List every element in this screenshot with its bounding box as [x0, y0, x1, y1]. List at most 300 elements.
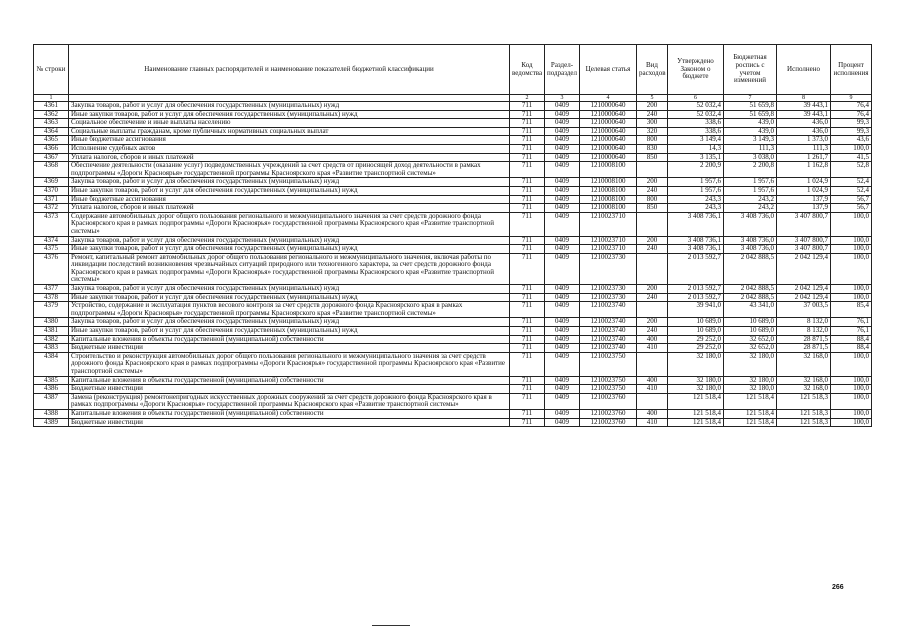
row-roster: 121 518,4 [724, 409, 777, 418]
table-row [34, 204, 872, 213]
col-index: 6 [668, 95, 724, 102]
header-pct: Процент исполнения [831, 45, 872, 95]
row-ved: 711 [510, 327, 545, 336]
row-vr: 400 [637, 335, 668, 344]
row-number: 4378 [34, 293, 69, 302]
table-row [34, 153, 872, 162]
row-approved: 10 689,0 [668, 327, 724, 336]
row-name: Закупка товаров, работ и услуг для обеспечения государственных (муниципальных) нужд [69, 318, 510, 327]
row-ved: 711 [510, 186, 545, 195]
row-done: 436,0 [777, 127, 831, 136]
row-razdel: 0409 [545, 344, 580, 353]
row-approved: 1 957,6 [668, 178, 724, 187]
table-row [34, 376, 872, 385]
row-pct: 52,4 [831, 178, 872, 187]
row-roster: 32 180,0 [724, 376, 777, 385]
row-csr: 1210023750 [580, 376, 637, 385]
column-index-row [34, 95, 872, 102]
table-row [34, 352, 872, 376]
row-roster: 2 042 888,5 [724, 285, 777, 294]
row-ved: 711 [510, 110, 545, 119]
row-name: Устройство, содержание и эксплуатация пунктов весового контроля за счет средств дорожного фонда Красноярского края в рамках подпрограммы «Дороги Красноярья» государственной программы Красноярского края «Развитие транспортной системы» [69, 302, 510, 318]
row-razdel: 0409 [545, 110, 580, 119]
row-vr [637, 302, 668, 318]
table-row [34, 253, 872, 284]
row-approved: 29 252,0 [668, 335, 724, 344]
row-name: Иные закупки товаров, работ и услуг для обеспечения государственных (муниципальных) нужд [69, 293, 510, 302]
col-index: 7 [724, 95, 777, 102]
table-row [34, 102, 872, 111]
row-razdel: 0409 [545, 318, 580, 327]
row-razdel: 0409 [545, 127, 580, 136]
row-number: 4389 [34, 418, 69, 427]
row-razdel: 0409 [545, 418, 580, 427]
row-ved: 711 [510, 102, 545, 111]
table-row [34, 110, 872, 119]
row-done: 39 443,1 [777, 110, 831, 119]
row-razdel: 0409 [545, 376, 580, 385]
row-csr: 1210023710 [580, 245, 637, 254]
row-number: 4385 [34, 376, 69, 385]
row-csr: 1210008100 [580, 178, 637, 187]
row-approved: 32 180,0 [668, 352, 724, 376]
row-vr: 200 [637, 236, 668, 245]
table-row [34, 293, 872, 302]
row-name: Иные бюджетные ассигнования [69, 195, 510, 204]
row-approved: 10 689,0 [668, 318, 724, 327]
row-pct: 100,0 [831, 144, 872, 153]
row-csr: 1210023740 [580, 302, 637, 318]
row-number: 4387 [34, 393, 69, 409]
row-razdel: 0409 [545, 293, 580, 302]
header-vr: Вид расходов [637, 45, 668, 95]
row-ved: 711 [510, 376, 545, 385]
row-done: 32 168,0 [777, 385, 831, 394]
row-vr: 200 [637, 285, 668, 294]
row-done: 32 168,0 [777, 352, 831, 376]
row-csr: 1210023750 [580, 352, 637, 376]
row-vr: 800 [637, 195, 668, 204]
row-csr: 1210000640 [580, 153, 637, 162]
table-row [34, 136, 872, 145]
row-done: 39 443,1 [777, 102, 831, 111]
row-vr: 400 [637, 376, 668, 385]
row-vr: 410 [637, 385, 668, 394]
row-name: Замена (реконструкция) ремонтонепригодных искусственных дорожных сооружений за счет средств дорожного фонда Красноярского края в рамках подпрограммы «Дороги Красноярья» государственной программы Красноярского края «Развитие транспортной системы» [69, 393, 510, 409]
row-done: 1 373,0 [777, 136, 831, 145]
row-pct: 99,3 [831, 119, 872, 128]
row-roster: 1 957,6 [724, 186, 777, 195]
table-row [34, 393, 872, 409]
row-razdel: 0409 [545, 352, 580, 376]
row-approved: 1 957,6 [668, 186, 724, 195]
row-vr [637, 352, 668, 376]
row-name: Бюджетные инвестиции [69, 344, 510, 353]
row-csr: 1210008100 [580, 195, 637, 204]
row-vr [637, 253, 668, 284]
row-razdel: 0409 [545, 178, 580, 187]
row-approved: 243,3 [668, 204, 724, 213]
row-number: 4384 [34, 352, 69, 376]
row-number: 4382 [34, 335, 69, 344]
row-number: 4362 [34, 110, 69, 119]
row-pct: 76,1 [831, 318, 872, 327]
row-ved: 711 [510, 393, 545, 409]
row-csr: 1210023760 [580, 409, 637, 418]
row-name: Иные закупки товаров, работ и услуг для обеспечения государственных (муниципальных) нужд [69, 245, 510, 254]
row-vr [637, 162, 668, 178]
row-roster: 439,0 [724, 127, 777, 136]
row-csr: 1210023730 [580, 285, 637, 294]
table-row [34, 418, 872, 427]
row-ved: 711 [510, 212, 545, 236]
row-approved: 338,6 [668, 127, 724, 136]
header-csr: Целевая статья [580, 45, 637, 95]
row-razdel: 0409 [545, 302, 580, 318]
row-ved: 711 [510, 285, 545, 294]
row-roster: 3 408 736,0 [724, 236, 777, 245]
table-row [34, 162, 872, 178]
row-vr: 320 [637, 127, 668, 136]
row-pct: 76,4 [831, 110, 872, 119]
row-name: Закупка товаров, работ и услуг для обеспечения государственных (муниципальных) нужд [69, 285, 510, 294]
row-vr: 830 [637, 144, 668, 153]
row-csr: 1210023740 [580, 344, 637, 353]
row-pct: 100,0 [831, 393, 872, 409]
row-roster: 439,0 [724, 119, 777, 128]
row-done: 121 518,3 [777, 418, 831, 427]
row-vr: 240 [637, 186, 668, 195]
table-row [34, 285, 872, 294]
row-pct: 88,4 [831, 344, 872, 353]
header-roster: Бюджетная роспись с учетом изменений [724, 45, 777, 95]
row-roster: 2 200,8 [724, 162, 777, 178]
row-name: Капитальные вложения в объекты государственной (муниципальной) собственности [69, 409, 510, 418]
row-name: Уплата налогов, сборов и иных платежей [69, 153, 510, 162]
row-razdel: 0409 [545, 245, 580, 254]
row-approved: 3 408 736,1 [668, 236, 724, 245]
row-csr: 1210023730 [580, 293, 637, 302]
row-pct: 43,6 [831, 136, 872, 145]
row-number: 4377 [34, 285, 69, 294]
header-name: Наименование главных распорядителей и наименование показателей бюджетной классификации [69, 45, 510, 95]
row-pct: 100,0 [831, 409, 872, 418]
col-index [69, 95, 510, 102]
header-num: № строки [34, 45, 69, 95]
row-vr: 240 [637, 293, 668, 302]
row-csr: 1210008100 [580, 204, 637, 213]
row-ved: 711 [510, 318, 545, 327]
row-done: 1 024,9 [777, 178, 831, 187]
row-vr: 200 [637, 318, 668, 327]
row-vr: 400 [637, 409, 668, 418]
row-name: Капитальные вложения в объекты государственной (муниципальной) собственности [69, 376, 510, 385]
row-approved: 121 518,4 [668, 409, 724, 418]
row-razdel: 0409 [545, 393, 580, 409]
row-approved: 39 941,0 [668, 302, 724, 318]
row-vr: 200 [637, 102, 668, 111]
header-razdel: Раздел-подраздел [545, 45, 580, 95]
row-csr: 1210000640 [580, 119, 637, 128]
col-index: 8 [777, 95, 831, 102]
row-pct: 99,3 [831, 127, 872, 136]
row-pct: 100,0 [831, 385, 872, 394]
row-pct: 100,0 [831, 212, 872, 236]
row-name: Бюджетные инвестиции [69, 385, 510, 394]
row-approved: 14,3 [668, 144, 724, 153]
row-razdel: 0409 [545, 335, 580, 344]
row-razdel: 0409 [545, 385, 580, 394]
row-ved: 711 [510, 127, 545, 136]
row-razdel: 0409 [545, 253, 580, 284]
row-approved: 121 518,4 [668, 393, 724, 409]
table-row [34, 127, 872, 136]
row-vr: 850 [637, 204, 668, 213]
row-roster: 3 149,3 [724, 136, 777, 145]
row-approved: 243,3 [668, 195, 724, 204]
row-pct: 56,7 [831, 195, 872, 204]
row-ved: 711 [510, 418, 545, 427]
row-done: 1 162,8 [777, 162, 831, 178]
row-csr: 1210000640 [580, 144, 637, 153]
row-pct: 41,5 [831, 153, 872, 162]
row-number: 4365 [34, 136, 69, 145]
row-ved: 711 [510, 144, 545, 153]
row-vr: 300 [637, 119, 668, 128]
row-name: Иные закупки товаров, работ и услуг для обеспечения государственных (муниципальных) нужд [69, 110, 510, 119]
row-vr: 200 [637, 178, 668, 187]
row-number: 4380 [34, 318, 69, 327]
row-vr [637, 212, 668, 236]
row-approved: 2 013 592,7 [668, 253, 724, 284]
row-done: 3 407 800,7 [777, 245, 831, 254]
row-ved: 711 [510, 204, 545, 213]
row-roster: 243,2 [724, 204, 777, 213]
row-ved: 711 [510, 385, 545, 394]
row-name: Иные закупки товаров, работ и услуг для обеспечения государственных (муниципальных) нужд [69, 186, 510, 195]
row-csr: 1210023740 [580, 335, 637, 344]
table-row [34, 195, 872, 204]
row-number: 4373 [34, 212, 69, 236]
row-approved: 2 013 592,7 [668, 293, 724, 302]
row-ved: 711 [510, 119, 545, 128]
row-approved: 32 180,0 [668, 376, 724, 385]
row-pct: 85,4 [831, 302, 872, 318]
row-name: Закупка товаров, работ и услуг для обеспечения государственных (муниципальных) нужд [69, 102, 510, 111]
row-csr: 1210008100 [580, 186, 637, 195]
row-roster: 51 659,8 [724, 110, 777, 119]
row-vr: 240 [637, 327, 668, 336]
row-number: 4379 [34, 302, 69, 318]
table-row [34, 144, 872, 153]
row-approved: 2 200,9 [668, 162, 724, 178]
row-pct: 76,1 [831, 327, 872, 336]
row-pct: 100,0 [831, 245, 872, 254]
row-ved: 711 [510, 195, 545, 204]
row-csr: 1210000640 [580, 110, 637, 119]
row-name: Бюджетные инвестиции [69, 418, 510, 427]
row-csr: 1210023760 [580, 418, 637, 427]
row-done: 121 518,3 [777, 393, 831, 409]
row-number: 4376 [34, 253, 69, 284]
row-pct: 52,8 [831, 162, 872, 178]
row-ved: 711 [510, 253, 545, 284]
row-number: 4366 [34, 144, 69, 153]
row-vr: 850 [637, 153, 668, 162]
row-name: Строительство и реконструкция автомобильных дорог общего пользования регионального и межмуниципального значения за счет средств дорожного фонда Красноярского края в рамках подпрограммы «Дороги Красноярья» государственной программы Красноярского края «Развитие транспортной системы» [69, 352, 510, 376]
row-done: 137,9 [777, 195, 831, 204]
col-index: 9 [831, 95, 872, 102]
budget-table [33, 44, 872, 427]
row-number: 4386 [34, 385, 69, 394]
page-number: 266 [832, 584, 844, 591]
row-pct: 52,4 [831, 186, 872, 195]
table-row [34, 186, 872, 195]
row-name: Уплата налогов, сборов и иных платежей [69, 204, 510, 213]
row-done: 8 132,0 [777, 318, 831, 327]
row-roster: 3 408 736,0 [724, 212, 777, 236]
row-ved: 711 [510, 245, 545, 254]
row-name: Капитальные вложения в объекты государственной (муниципальной) собственности [69, 335, 510, 344]
col-index: 4 [580, 95, 637, 102]
row-number: 4363 [34, 119, 69, 128]
row-csr: 1210008100 [580, 162, 637, 178]
row-done: 28 871,5 [777, 335, 831, 344]
row-csr: 1210000640 [580, 136, 637, 145]
row-done: 121 518,3 [777, 409, 831, 418]
row-csr: 1210000640 [580, 102, 637, 111]
row-approved: 3 408 736,1 [668, 212, 724, 236]
row-pct: 100,0 [831, 236, 872, 245]
row-csr: 1210023760 [580, 393, 637, 409]
row-name: Социальное обеспечение и иные выплаты населению [69, 119, 510, 128]
row-csr: 1210000640 [580, 127, 637, 136]
row-approved: 3 149,4 [668, 136, 724, 145]
row-number: 4369 [34, 178, 69, 187]
row-number: 4368 [34, 162, 69, 178]
header-ved: Код ведомства [510, 45, 545, 95]
row-pct: 100,0 [831, 376, 872, 385]
row-razdel: 0409 [545, 204, 580, 213]
table-row [34, 245, 872, 254]
row-pct: 100,0 [831, 418, 872, 427]
row-name: Иные закупки товаров, работ и услуг для обеспечения государственных (муниципальных) нужд [69, 327, 510, 336]
col-index: 2 [510, 95, 545, 102]
footer-divider [372, 625, 410, 626]
row-approved: 29 252,0 [668, 344, 724, 353]
row-pct: 100,0 [831, 285, 872, 294]
row-approved: 52 032,4 [668, 110, 724, 119]
col-index: 1 [34, 95, 69, 102]
row-razdel: 0409 [545, 195, 580, 204]
row-ved: 711 [510, 409, 545, 418]
row-roster: 10 689,0 [724, 327, 777, 336]
row-csr: 1210023710 [580, 236, 637, 245]
row-pct: 100,0 [831, 253, 872, 284]
row-roster: 3 408 736,0 [724, 245, 777, 254]
row-approved: 121 518,4 [668, 418, 724, 427]
row-roster: 1 957,6 [724, 178, 777, 187]
row-csr: 1210023730 [580, 253, 637, 284]
row-name: Содержание автомобильных дорог общего пользования регионального и межмуниципального значения за счет средств дорожного фонда Красноярского края в рамках подпрограммы «Дороги Красноярья» государственной программы Красноярского края «Развитие транспортной системы» [69, 212, 510, 236]
row-ved: 711 [510, 302, 545, 318]
row-pct: 100,0 [831, 352, 872, 376]
row-name: Обеспечение деятельности (оказание услуг) подведомственных учреждений за счет средств от приносящей доход деятельности в рамках подпрограммы «Дороги Красноярья» государственной программы Красноярского края «Развитие транспортной системы» [69, 162, 510, 178]
row-razdel: 0409 [545, 136, 580, 145]
row-vr [637, 393, 668, 409]
row-done: 2 042 129,4 [777, 253, 831, 284]
row-roster: 32 180,0 [724, 385, 777, 394]
row-ved: 711 [510, 335, 545, 344]
row-done: 8 132,0 [777, 327, 831, 336]
row-razdel: 0409 [545, 144, 580, 153]
row-vr: 410 [637, 344, 668, 353]
row-name: Закупка товаров, работ и услуг для обеспечения государственных (муниципальных) нужд [69, 236, 510, 245]
row-number: 4367 [34, 153, 69, 162]
row-name: Ремонт, капитальный ремонт автомобильных дорог общего пользования регионального и межмуниципального значения, включая работы по ликвидации последствий возникновения чрезвычайных ситуаций природного или техногенного характера, за счет средств дорожного фонда Красноярского края в рамках подпрограммы «Дороги Красноярья» государственной программы Красноярского края «Развитие транспортной системы» [69, 253, 510, 284]
row-razdel: 0409 [545, 102, 580, 111]
row-csr: 1210023740 [580, 318, 637, 327]
header-approved: Утверждено Законом о бюджете [668, 45, 724, 95]
col-index: 5 [637, 95, 668, 102]
row-number: 4371 [34, 195, 69, 204]
row-razdel: 0409 [545, 212, 580, 236]
row-approved: 3 408 736,1 [668, 245, 724, 254]
row-approved: 32 180,0 [668, 385, 724, 394]
table-row [34, 344, 872, 353]
row-ved: 711 [510, 162, 545, 178]
row-razdel: 0409 [545, 153, 580, 162]
row-done: 1 261,7 [777, 153, 831, 162]
row-number: 4361 [34, 102, 69, 111]
row-ved: 711 [510, 136, 545, 145]
row-roster: 32 652,0 [724, 335, 777, 344]
row-name: Закупка товаров, работ и услуг для обеспечения государственных (муниципальных) нужд [69, 178, 510, 187]
row-done: 37 003,5 [777, 302, 831, 318]
row-done: 2 042 129,4 [777, 285, 831, 294]
row-vr: 800 [637, 136, 668, 145]
row-ved: 711 [510, 293, 545, 302]
row-done: 32 168,0 [777, 376, 831, 385]
row-vr: 240 [637, 110, 668, 119]
row-number: 4374 [34, 236, 69, 245]
row-razdel: 0409 [545, 162, 580, 178]
row-pct: 76,4 [831, 102, 872, 111]
header-done: Исполнено [777, 45, 831, 95]
table-row [34, 327, 872, 336]
row-csr: 1210023750 [580, 385, 637, 394]
row-done: 3 407 800,7 [777, 212, 831, 236]
row-done: 137,9 [777, 204, 831, 213]
row-number: 4364 [34, 127, 69, 136]
table-row [34, 318, 872, 327]
row-done: 2 042 129,4 [777, 293, 831, 302]
row-roster: 121 518,4 [724, 393, 777, 409]
row-ved: 711 [510, 344, 545, 353]
row-number: 4383 [34, 344, 69, 353]
row-name: Социальные выплаты гражданам, кроме публичных нормативных социальных выплат [69, 127, 510, 136]
table-row [34, 335, 872, 344]
row-pct: 56,7 [831, 204, 872, 213]
row-approved: 3 135,1 [668, 153, 724, 162]
row-approved: 338,6 [668, 119, 724, 128]
row-number: 4370 [34, 186, 69, 195]
row-done: 28 871,5 [777, 344, 831, 353]
row-vr: 410 [637, 418, 668, 427]
row-name: Исполнение судебных актов [69, 144, 510, 153]
row-razdel: 0409 [545, 409, 580, 418]
row-name: Иные бюджетные ассигнования [69, 136, 510, 145]
